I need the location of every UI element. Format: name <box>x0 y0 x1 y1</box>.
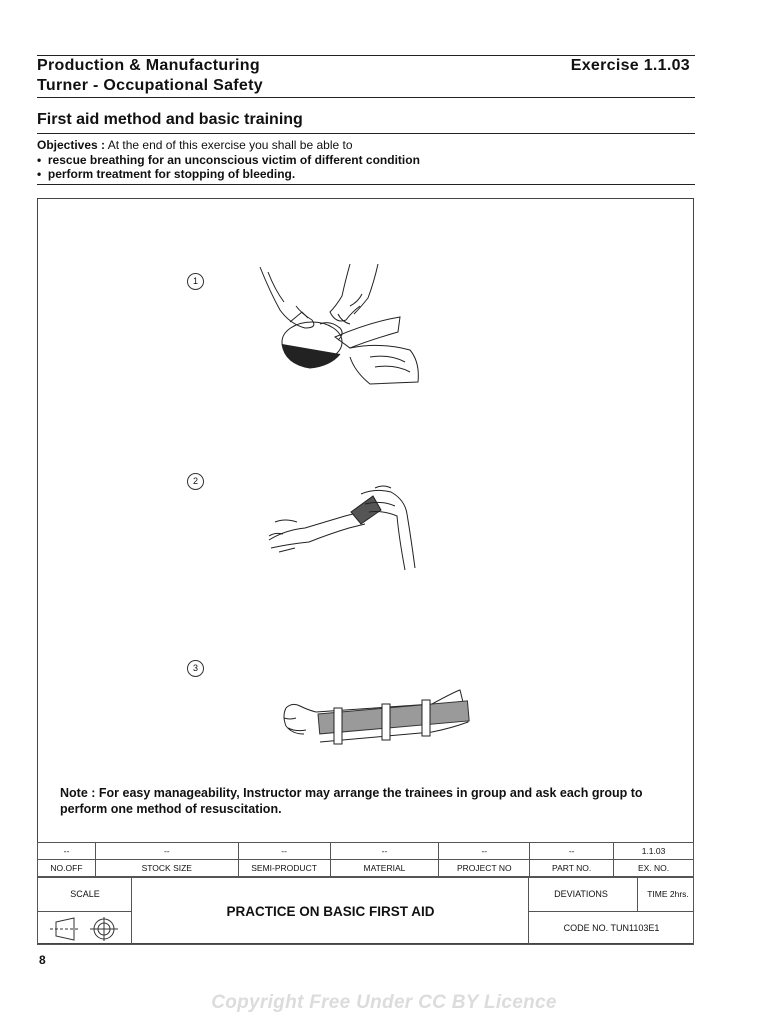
objectives-label: Objectives : <box>37 138 106 152</box>
code-cell <box>529 912 694 945</box>
objective-item: • rescue breathing for an unconscious victim of different condition <box>37 152 420 167</box>
value-stock-size: -- <box>95 843 238 860</box>
title-block-table <box>37 842 694 877</box>
header-top-rule <box>37 55 695 56</box>
instructor-note: Note : For easy manageability, Instructor may arrange the trainees in group and ask each group to perform one method of resuscitation. <box>60 786 643 816</box>
pressure-on-wound-illustration <box>265 478 425 578</box>
header-no-off: NO.OFF <box>38 860 96 877</box>
title-rule <box>37 133 695 134</box>
page-title: First aid method and basic training <box>37 111 303 128</box>
objectives-intro <box>37 138 695 153</box>
figure-2-number: 2 <box>187 473 204 490</box>
page-number: 8 <box>39 953 46 967</box>
header-project-no: PROJECT NO <box>439 860 530 877</box>
value-part-no: -- <box>530 843 614 860</box>
deviations-cell: DEVIATIONS <box>529 878 638 912</box>
drawing-title: PRACTICE ON BASIC FIRST AID <box>226 904 435 919</box>
title-block-lower <box>37 877 694 945</box>
value-ex-no: 1.1.03 <box>614 843 694 860</box>
header-material: MATERIAL <box>330 860 439 877</box>
projection-symbol-icon <box>48 916 128 942</box>
header-semi-product: SEMI-PRODUCT <box>238 860 330 877</box>
value-project-no: -- <box>439 843 530 860</box>
head-tilt-chin-lift-illustration <box>250 262 425 387</box>
title-block-headers-row <box>38 860 694 877</box>
header-ex-no: EX. NO. <box>614 860 694 877</box>
code-number: CODE NO. TUN1103E1 <box>563 923 660 933</box>
figure-1-number: 1 <box>187 273 204 290</box>
splinted-arm-illustration <box>282 688 477 750</box>
header-stock-size: STOCK SIZE <box>95 860 238 877</box>
scale-cell <box>38 878 132 945</box>
value-no-off: -- <box>38 843 96 860</box>
header-exercise-number: Exercise 1.1.03 <box>570 57 690 74</box>
objectives-rule <box>37 184 695 185</box>
value-semi-product: -- <box>238 843 330 860</box>
scale-label: SCALE <box>70 889 100 899</box>
value-material: -- <box>330 843 439 860</box>
objectives-intro-text: At the end of this exercise you shall be able to <box>105 138 353 152</box>
header-subject: Turner - Occupational Safety <box>37 77 263 94</box>
header-course: Production & Manufacturing <box>37 57 260 74</box>
time-cell: TIME 2hrs. <box>638 878 694 912</box>
header-part-no: PART NO. <box>530 860 614 877</box>
title-block-values-row <box>38 843 694 860</box>
header-bottom-rule <box>37 97 695 98</box>
drawing-title-cell <box>132 878 529 945</box>
objective-item: • perform treatment for stopping of bleeding. <box>37 167 296 181</box>
figure-3-number: 3 <box>187 660 204 677</box>
objectives-block <box>37 138 695 182</box>
copyright-watermark: Copyright Free Under CC BY Licence <box>211 992 557 1013</box>
